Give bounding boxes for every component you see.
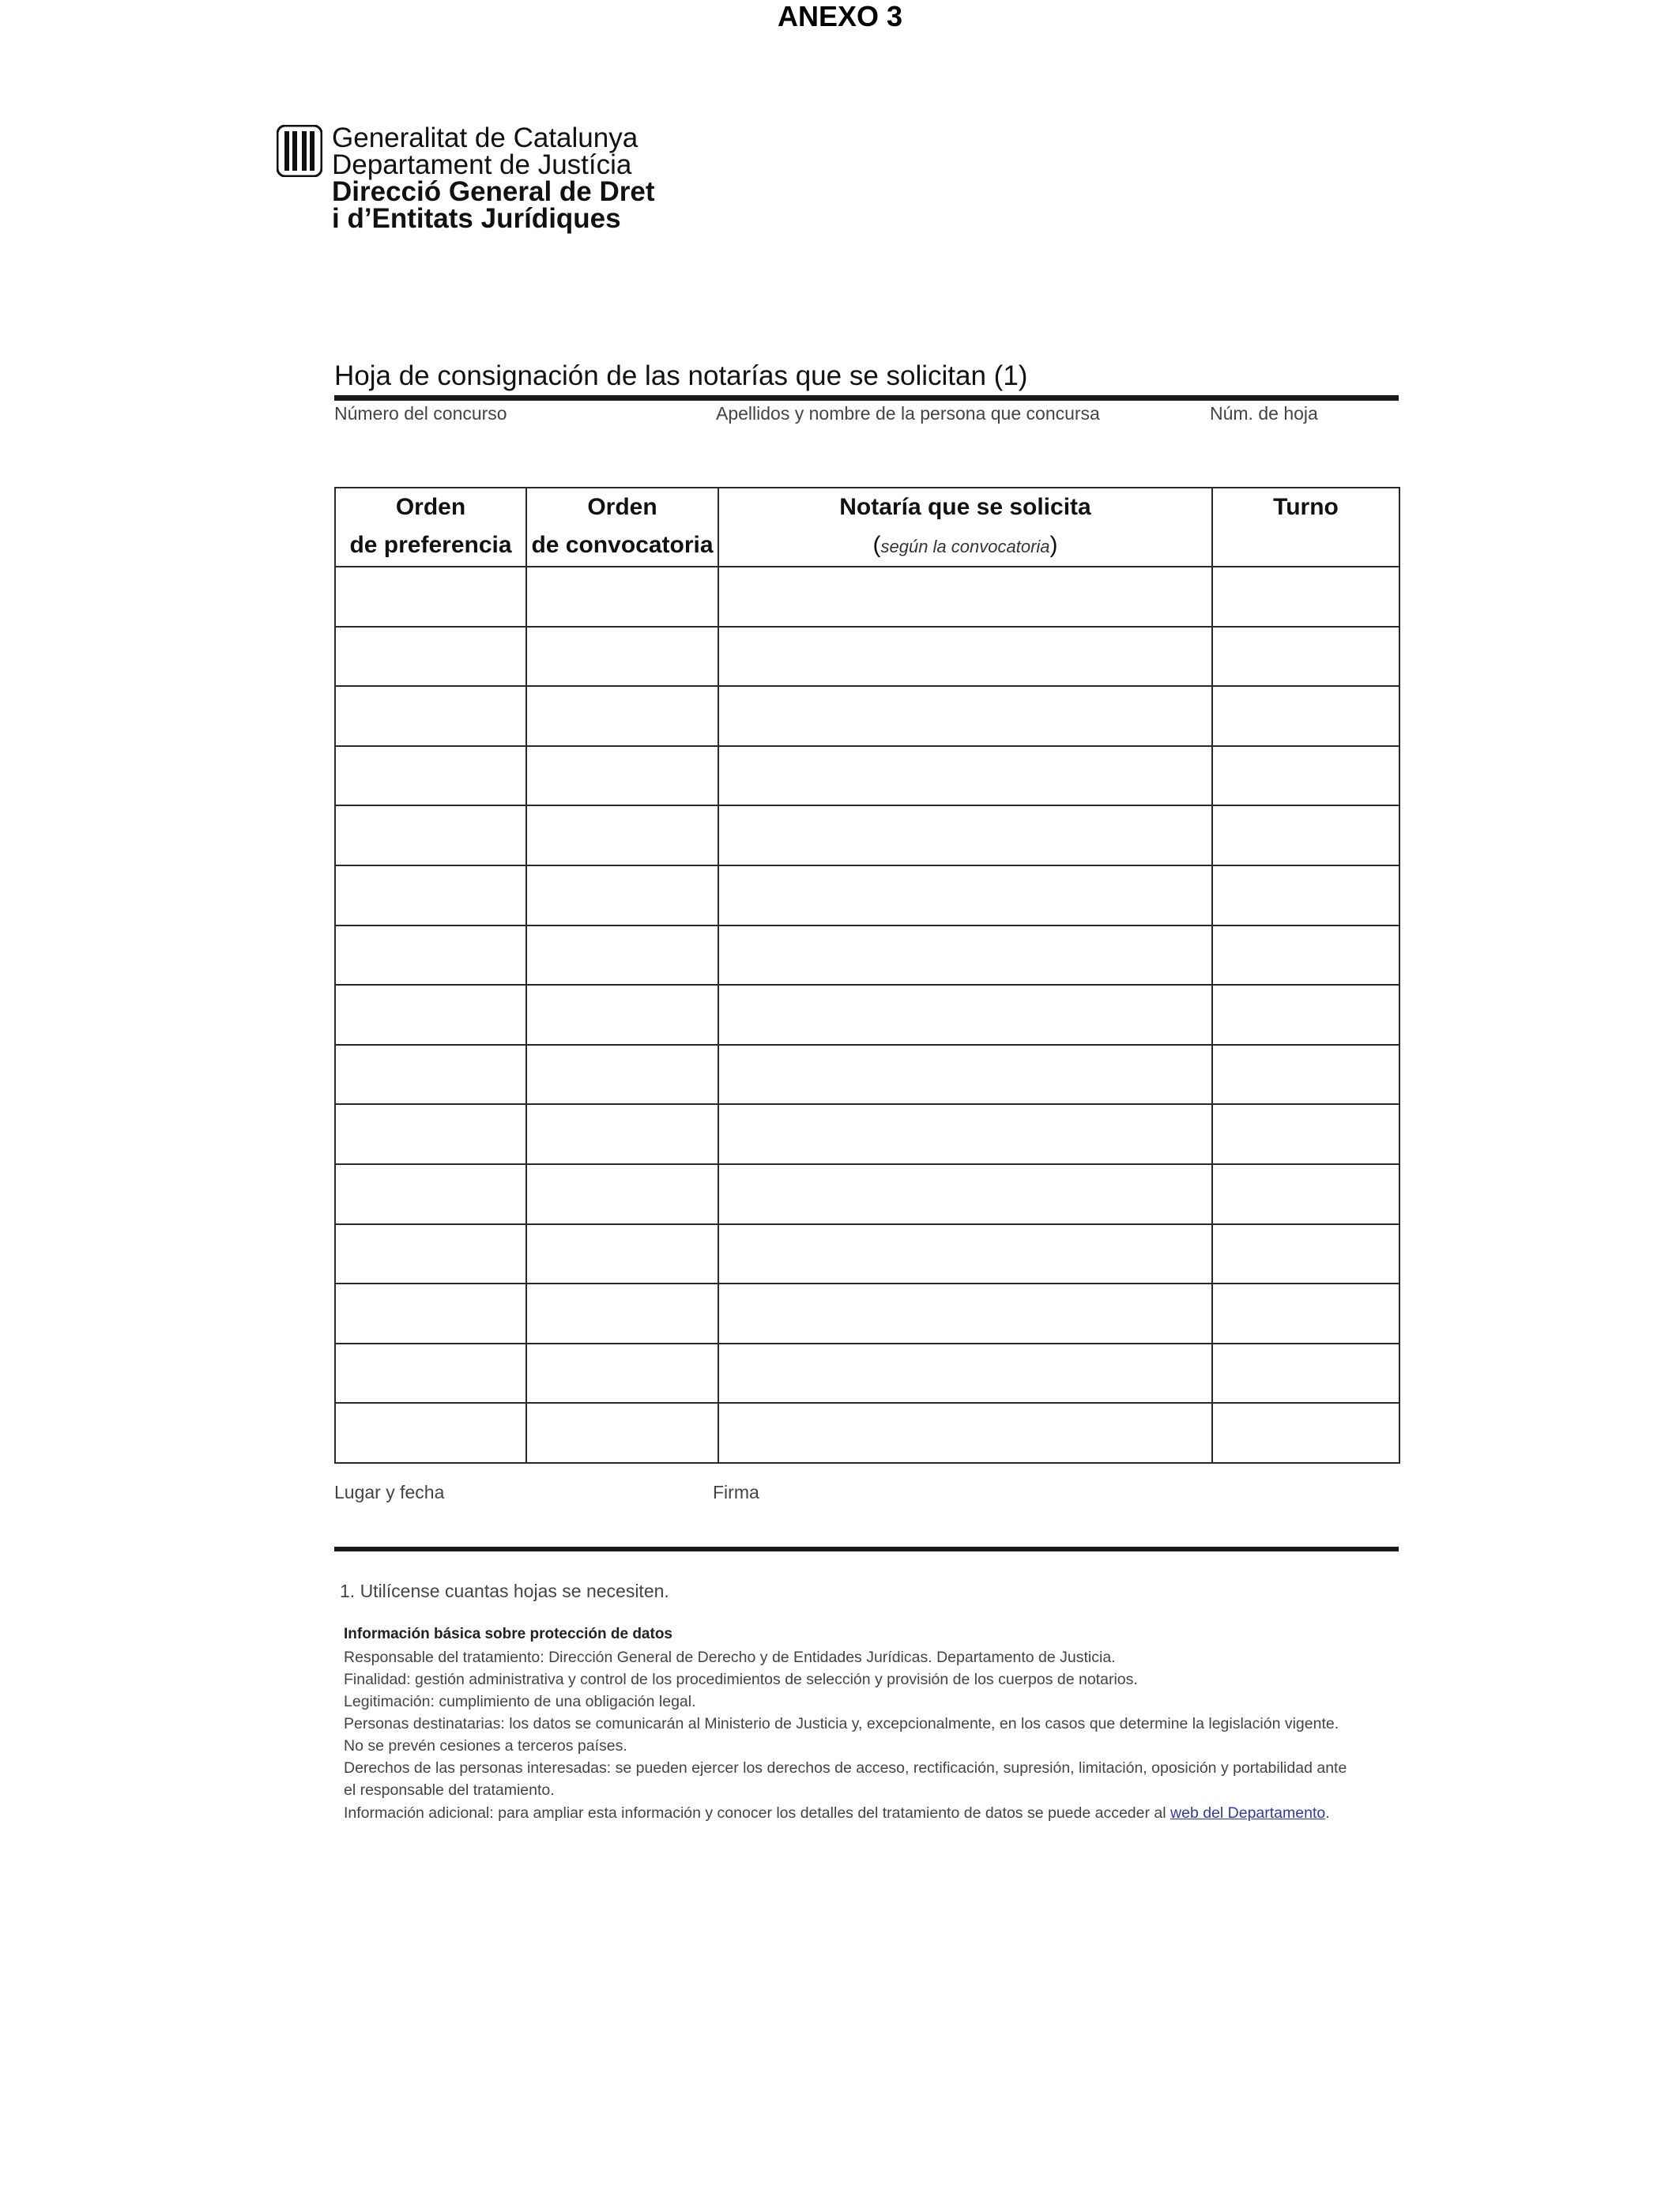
table-header-row — [335, 488, 1399, 567]
col-preference-line1: Orden — [395, 494, 466, 520]
shift-cell[interactable] — [1212, 1164, 1399, 1224]
notary-cell[interactable] — [718, 746, 1212, 806]
shift-cell[interactable] — [1212, 985, 1399, 1045]
notary-cell[interactable] — [718, 1104, 1212, 1164]
notary-cell[interactable] — [718, 567, 1212, 627]
table-row — [335, 1344, 1399, 1404]
privacy-additional-end: . — [1325, 1804, 1330, 1822]
privacy-line-rights-cont: el responsable del tratamiento. — [344, 1781, 555, 1799]
table-body — [335, 567, 1399, 1463]
call-order-cell[interactable] — [526, 1164, 718, 1224]
preference-order-cell[interactable] — [335, 567, 526, 627]
shift-cell[interactable] — [1212, 627, 1399, 687]
col-notary-note: según la convocatoria — [880, 537, 1050, 556]
privacy-line-controller: Responsable del tratamiento: Dirección General de Derecho y de Entidades Jurídicas. Departamento de Justicia. — [344, 1649, 1116, 1666]
notary-cell[interactable] — [718, 985, 1212, 1045]
privacy-line-legitimation: Legitimación: cumplimiento de una obligación legal. — [344, 1693, 696, 1710]
annex-title: ANEXO 3 — [777, 0, 903, 32]
notary-preference-table — [334, 487, 1400, 1464]
shift-cell[interactable] — [1212, 1284, 1399, 1344]
shift-cell[interactable] — [1212, 1403, 1399, 1463]
shift-cell[interactable] — [1212, 865, 1399, 925]
notary-cell[interactable] — [718, 865, 1212, 925]
shift-cell[interactable] — [1212, 1224, 1399, 1284]
sheet-number-field[interactable]: Núm. de hoja — [1210, 403, 1318, 424]
shift-cell[interactable] — [1212, 1104, 1399, 1164]
call-order-cell[interactable] — [526, 1344, 718, 1404]
table-row — [335, 985, 1399, 1045]
preference-order-cell[interactable] — [335, 627, 526, 687]
table-row — [335, 805, 1399, 865]
notary-cell[interactable] — [718, 686, 1212, 746]
notary-cell[interactable] — [718, 925, 1212, 986]
shift-cell[interactable] — [1212, 805, 1399, 865]
col-call-line2: de convocatoria — [531, 532, 714, 558]
call-order-cell[interactable] — [526, 567, 718, 627]
call-order-cell[interactable] — [526, 1403, 718, 1463]
privacy-line-transfers: No se prevén cesiones a terceros países. — [344, 1737, 627, 1755]
place-date-field[interactable]: Lugar y fecha — [334, 1482, 445, 1502]
privacy-line-purpose: Finalidad: gestión administrativa y control de los procedimientos de selección y provisión de los cuerpos de notarios. — [344, 1671, 1138, 1688]
call-order-cell[interactable] — [526, 1284, 718, 1344]
col-shift — [1212, 488, 1399, 567]
footnote: 1. Utilícense cuantas hojas se necesiten. — [340, 1581, 669, 1601]
table-row — [335, 1045, 1399, 1105]
preference-order-cell[interactable] — [335, 985, 526, 1045]
preference-order-cell[interactable] — [335, 1164, 526, 1224]
table-row — [335, 1164, 1399, 1224]
applicant-name-field[interactable]: Apellidos y nombre de la persona que concursa — [716, 403, 1100, 424]
org-department: Departament de Justícia — [332, 149, 632, 180]
privacy-line-rights: Derechos de las personas interesadas: se pueden ejercer los derechos de acceso, rectificación, supresión, limitación, oposición y portabilidad ante — [344, 1759, 1347, 1777]
shift-cell[interactable] — [1212, 925, 1399, 986]
shift-cell[interactable] — [1212, 686, 1399, 746]
table-row — [335, 925, 1399, 986]
col-notary-line2 — [719, 526, 1211, 566]
shift-cell[interactable] — [1212, 1344, 1399, 1404]
table-row — [335, 1284, 1399, 1344]
col-preference-line2: de preferencia — [349, 532, 512, 558]
notary-cell[interactable] — [718, 1403, 1212, 1463]
preference-order-cell[interactable] — [335, 865, 526, 925]
table-row — [335, 567, 1399, 627]
notary-cell[interactable] — [718, 1164, 1212, 1224]
col-notary-paren-open: ( — [872, 532, 881, 558]
table-row — [335, 627, 1399, 687]
call-order-cell[interactable] — [526, 1104, 718, 1164]
call-order-cell[interactable] — [526, 746, 718, 806]
notary-cell[interactable] — [718, 1344, 1212, 1404]
col-notary-paren-close: ) — [1049, 532, 1058, 558]
call-order-cell[interactable] — [526, 985, 718, 1045]
table-row — [335, 1104, 1399, 1164]
col-notary-requested — [718, 488, 1212, 567]
department-web-link[interactable]: web del Departamento — [1170, 1804, 1326, 1822]
shift-cell[interactable] — [1212, 567, 1399, 627]
org-directorate: Direcció General de Dret — [332, 176, 655, 207]
call-order-cell[interactable] — [526, 1224, 718, 1284]
notary-cell[interactable] — [718, 1045, 1212, 1105]
table-row — [335, 686, 1399, 746]
table-row — [335, 746, 1399, 806]
col-shift-line1: Turno — [1273, 494, 1339, 520]
notary-cell[interactable] — [718, 627, 1212, 687]
preference-order-cell[interactable] — [335, 1403, 526, 1463]
table-row — [335, 1403, 1399, 1463]
preference-order-cell[interactable] — [335, 1284, 526, 1344]
form-title: Hoja de consignación de las notarías que se solicitan (1) — [334, 360, 1028, 391]
preference-order-cell[interactable] — [335, 1344, 526, 1404]
privacy-additional-text: Información adicional: para ampliar esta información y conocer los detalles del tratamiento de datos se puede acceder al — [344, 1804, 1171, 1822]
contest-number-field[interactable]: Número del concurso — [334, 403, 507, 424]
preference-order-cell[interactable] — [335, 1045, 526, 1105]
org-directorate-cont: i d’Entitats Jurídiques — [332, 203, 621, 234]
signature-field[interactable]: Firma — [713, 1482, 759, 1502]
table-row — [335, 865, 1399, 925]
call-order-cell[interactable] — [526, 627, 718, 687]
preference-order-cell[interactable] — [335, 805, 526, 865]
shift-cell[interactable] — [1212, 746, 1399, 806]
title-divider — [334, 395, 1399, 401]
privacy-title: Información básica sobre protección de datos — [344, 1626, 672, 1642]
shift-cell[interactable] — [1212, 1045, 1399, 1105]
preference-order-cell[interactable] — [335, 746, 526, 806]
call-order-cell[interactable] — [526, 1045, 718, 1105]
org-generalitat: Generalitat de Catalunya — [332, 123, 638, 153]
call-order-cell[interactable] — [526, 865, 718, 925]
col-notary-line1: Notaría que se solicita — [839, 494, 1091, 520]
notary-cell[interactable] — [718, 1284, 1212, 1344]
call-order-cell[interactable] — [526, 686, 718, 746]
privacy-line-additional — [344, 1803, 1330, 1823]
preference-order-cell[interactable] — [335, 925, 526, 986]
generalitat-logo-icon — [277, 125, 322, 177]
col-preference-order — [335, 488, 526, 567]
bottom-divider — [334, 1547, 1399, 1551]
preference-order-cell[interactable] — [335, 1104, 526, 1164]
table-row — [335, 1224, 1399, 1284]
notary-cell[interactable] — [718, 805, 1212, 865]
call-order-cell[interactable] — [526, 925, 718, 986]
preference-order-cell[interactable] — [335, 1224, 526, 1284]
notary-cell[interactable] — [718, 1224, 1212, 1284]
col-call-order — [526, 488, 718, 567]
preference-order-cell[interactable] — [335, 686, 526, 746]
call-order-cell[interactable] — [526, 805, 718, 865]
col-call-line1: Orden — [587, 494, 657, 520]
privacy-line-recipients: Personas destinatarias: los datos se comunicarán al Ministerio de Justicia y, excepcionalmente, en los casos que determine la legislación vigente. — [344, 1715, 1339, 1732]
